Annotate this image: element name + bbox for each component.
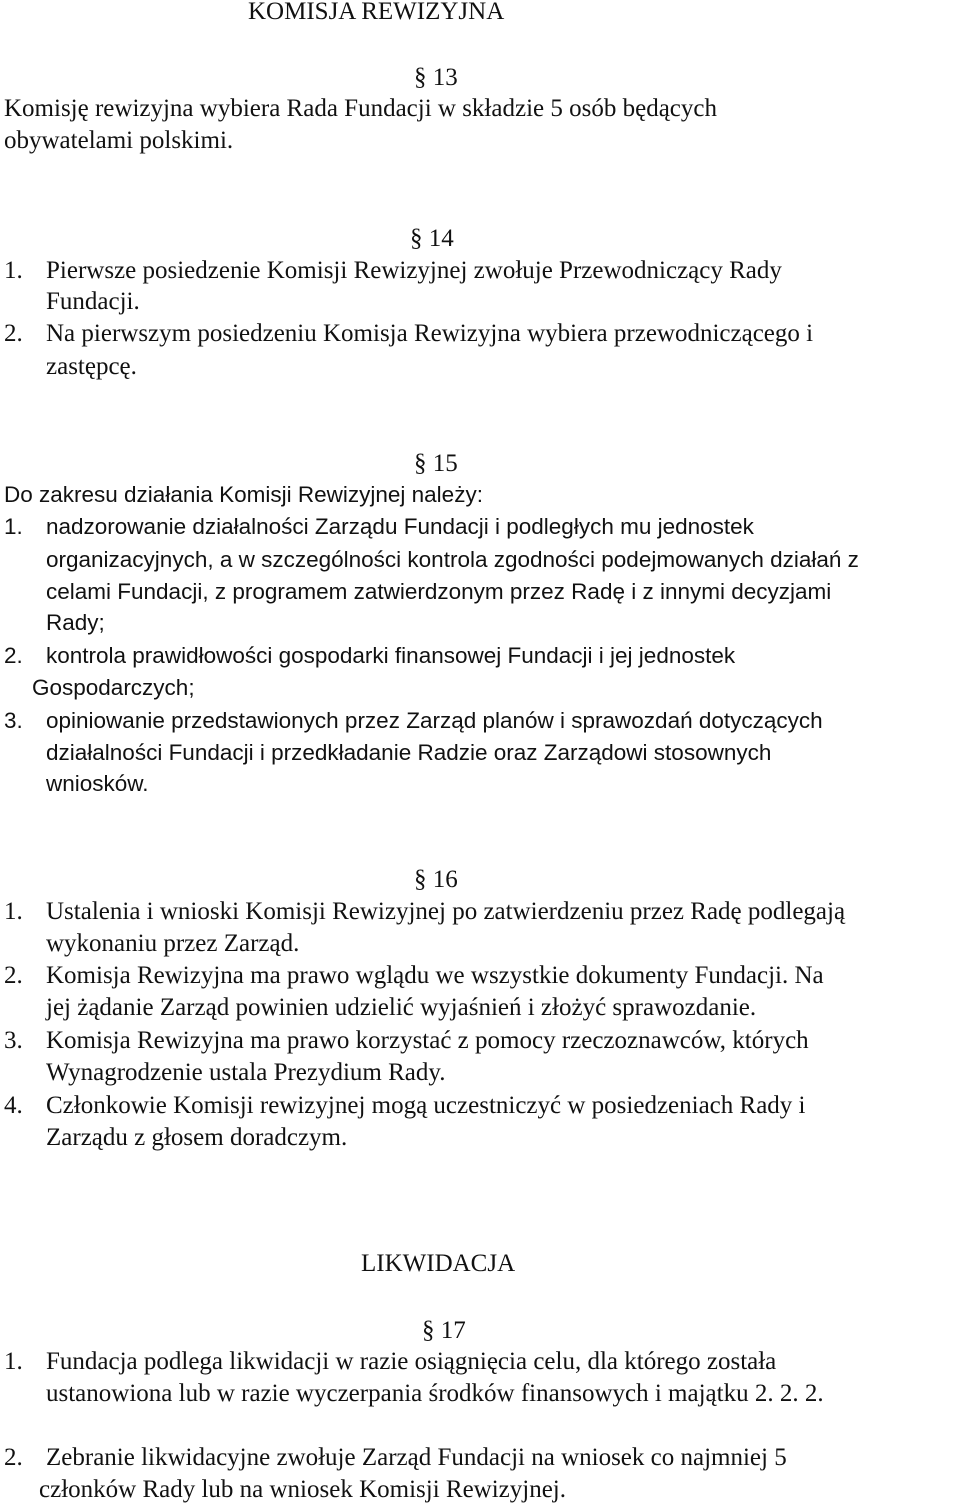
list-item-text: kontrola prawidłowości gospodarki finansowej Fundacji i jej jednostek	[46, 643, 736, 668]
list-number: 2.	[4, 643, 23, 668]
list-item-text: Pierwsze posiedzenie Komisji Rewizyjnej zwołuje Przewodniczący Rady	[46, 257, 782, 284]
paragraph-15-item-2-line2: Gospodarczych;	[32, 675, 195, 700]
list-number: 2.	[4, 1444, 23, 1471]
paragraph-16-item-4-line2: Zarządu z głosem doradczym.	[46, 1124, 348, 1151]
paragraph-16-item-2-line2: jej żądanie Zarząd powinien udzielić wyjaśnień i złożyć sprawozdanie.	[46, 994, 757, 1021]
list-item-text: opiniowanie przedstawionych przez Zarząd planów i sprawozdań dotyczących	[46, 708, 823, 733]
list-number: 1.	[4, 257, 23, 284]
list-item-text: Komisja Rewizyjna ma prawo korzystać z pomocy rzeczoznawców, których	[46, 1027, 809, 1054]
paragraph-14-item-1-line1	[4, 255, 782, 287]
paragraph-13-text-line1: Komisję rewizyjna wybiera Rada Fundacji w składzie 5 osób będących	[4, 95, 717, 122]
paragraph-16-item-2-line1	[4, 960, 824, 992]
paragraph-14-heading: § 14	[410, 225, 454, 252]
paragraph-16-item-1-line2: wykonaniu przez Zarząd.	[46, 930, 300, 957]
list-number: 3.	[4, 708, 23, 733]
list-item-text: Komisja Rewizyjna ma prawo wglądu we wszystkie dokumenty Fundacji. Na	[46, 962, 824, 989]
paragraph-15-item-1-line3: celami Fundacji, z programem zatwierdzonym przez Radę i z innymi decyzjami	[46, 579, 832, 604]
paragraph-17-item-2-line1	[4, 1442, 787, 1474]
list-number: 3.	[4, 1027, 23, 1054]
paragraph-15-item-3-line1	[4, 705, 823, 737]
list-item-text: Ustalenia i wnioski Komisji Rewizyjnej po zatwierdzeniu przez Radę podlegają	[46, 898, 846, 925]
paragraph-16-item-3-line2: Wynagrodzenie ustala Prezydium Rady.	[46, 1059, 446, 1086]
paragraph-14-item-1-line2: Fundacji.	[46, 288, 140, 315]
paragraph-16-item-4-line1	[4, 1090, 806, 1122]
list-number: 1.	[4, 1348, 23, 1375]
paragraph-15-item-1-line1	[4, 511, 754, 543]
list-item-text: Na pierwszym posiedzeniu Komisja Rewizyjna wybiera przewodniczącego i	[46, 320, 814, 347]
paragraph-15-item-3-line2: działalności Fundacji i przedkładanie Radzie oraz Zarządowi stosownych	[46, 740, 772, 765]
paragraph-15-item-2-line1	[4, 640, 735, 672]
paragraph-17-item-1-line2: ustanowiona lub w razie wyczerpania środków finansowych i majątku 2. 2. 2.	[46, 1380, 824, 1407]
section-title-liquidation: LIKWIDACJA	[361, 1250, 516, 1277]
paragraph-16-item-1-line1	[4, 896, 845, 928]
paragraph-13-text-line2: obywatelami polskimi.	[4, 127, 234, 154]
paragraph-17-heading: § 17	[422, 1317, 466, 1344]
paragraph-14-item-2-line1	[4, 318, 813, 350]
paragraph-16-heading: § 16	[414, 866, 458, 893]
paragraph-15-intro: Do zakresu działania Komisji Rewizyjnej należy:	[4, 482, 483, 507]
paragraph-15-item-1-line4: Rady;	[46, 610, 105, 635]
list-number: 2.	[4, 962, 23, 989]
paragraph-15-item-1-line2: organizacyjnych, a w szczególności kontrola zgodności podejmowanych działań z	[46, 547, 859, 572]
paragraph-14-item-2-line2: zastępcę.	[46, 353, 137, 380]
paragraph-17-item-1-line1	[4, 1346, 776, 1378]
list-number: 1.	[4, 898, 23, 925]
paragraph-16-item-3-line1	[4, 1025, 809, 1057]
paragraph-15-heading: § 15	[414, 450, 458, 477]
paragraph-17-item-2-line2: członków Rady lub na wniosek Komisji Rewizyjnej.	[39, 1476, 567, 1503]
list-number: 2.	[4, 320, 23, 347]
paragraph-15-item-3-line3: wniosków.	[46, 771, 149, 796]
list-number: 1.	[4, 514, 23, 539]
list-item-text: Członkowie Komisji rewizyjnej mogą uczestniczyć w posiedzeniach Rady i	[46, 1092, 806, 1119]
list-item-text: nadzorowanie działalności Zarządu Fundacji i podległych mu jednostek	[46, 514, 754, 539]
section-title-commission: KOMISJA REWIZYJNA	[248, 0, 505, 25]
list-item-text: Zebranie likwidacyjne zwołuje Zarząd Fundacji na wniosek co najmniej 5	[46, 1444, 787, 1471]
list-number: 4.	[4, 1092, 23, 1119]
list-item-text: Fundacja podlega likwidacji w razie osiągnięcia celu, dla którego została	[46, 1348, 777, 1375]
paragraph-13-heading: § 13	[414, 64, 458, 91]
